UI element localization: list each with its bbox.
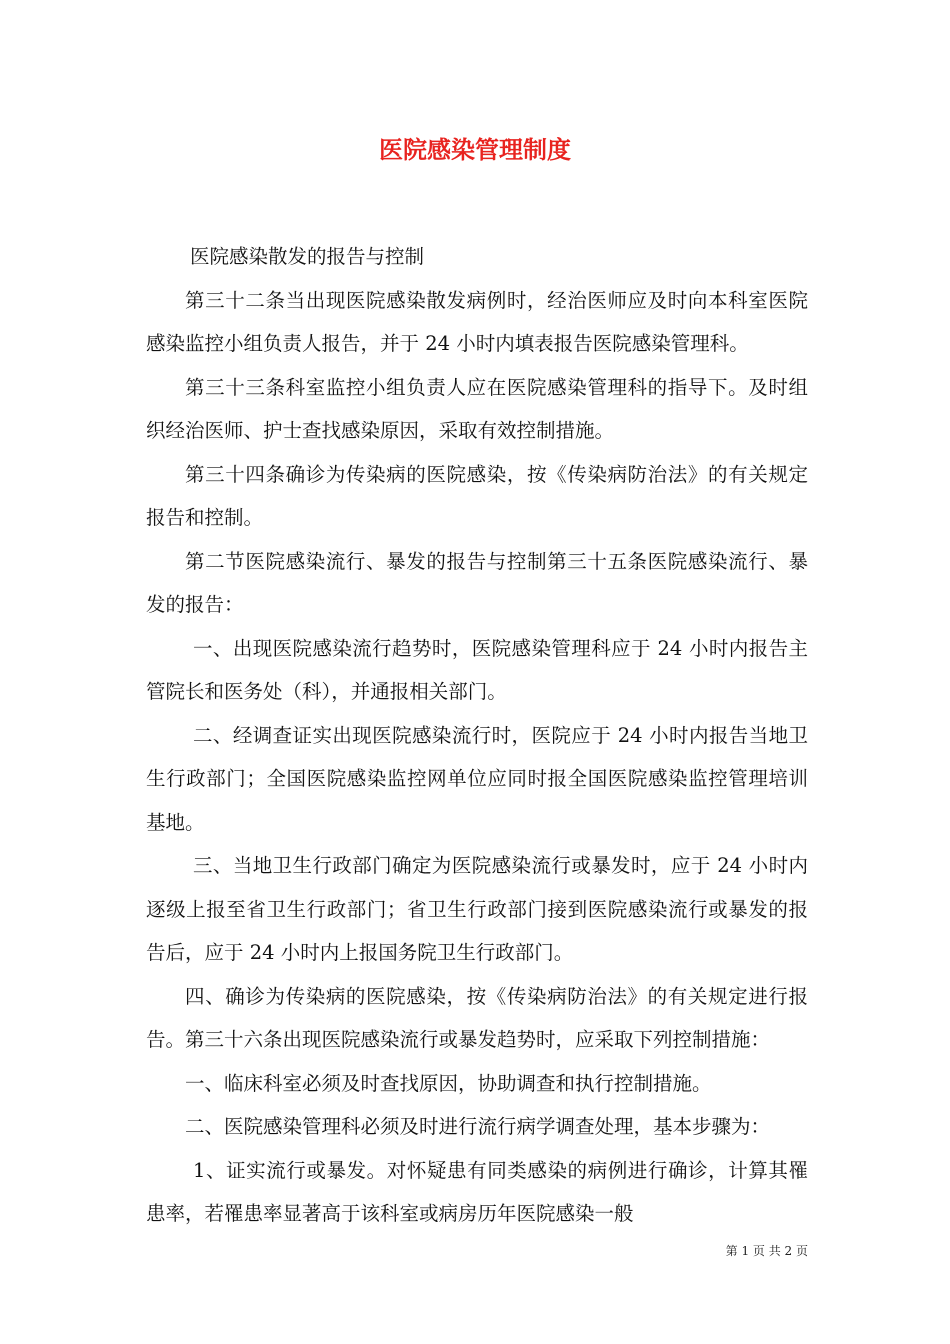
paragraph-article-32: 第三十二条当出现医院感染散发病例时，经治医师应及时向本科室医院感染监控小组负责人报告，并于 24 小时内填表报告医院感染管理科。	[146, 288, 808, 355]
paragraph-step-1: 1、证实流行或暴发。对怀疑患有同类感染的病例进行确诊，计算其罹患率，若罹患率显著高于该科室或病房历年医院感染一般	[146, 1158, 808, 1225]
paragraph-item-4: 四、确诊为传染病的医院感染，按《传染病防治法》的有关规定进行报告。第三十六条出现医院感染流行或暴发趋势时，应采取下列控制措施：	[146, 984, 808, 1051]
paragraph-measure-2: 二、医院感染管理科必须及时进行流行病学调查处理，基本步骤为：	[185, 1115, 771, 1138]
document-title: 医院感染管理制度	[379, 135, 571, 164]
document-body	[146, 235, 808, 1236]
paragraph-section-2: 第二节医院感染流行、暴发的报告与控制第三十五条医院感染流行、暴发的报告：	[146, 549, 808, 616]
paragraph-item-3: 三、当地卫生行政部门确定为医院感染流行或暴发时，应于 24 小时内逐级上报至省卫生行政部门；省卫生行政部门接到医院感染流行或暴发的报告后，应于 24 小时内上报国务院卫生行政部门。	[146, 854, 808, 964]
page-number-footer: 第 1 页 共 2 页	[725, 1244, 808, 1258]
paragraph-article-34: 第三十四条确诊为传染病的医院感染，按《传染病防治法》的有关规定报告和控制。	[146, 462, 808, 529]
paragraph-item-1: 一、出现医院感染流行趋势时，医院感染管理科应于 24 小时内报告主管院长和医务处（科），并通报相关部门。	[146, 636, 808, 703]
section-heading: 医院感染散发的报告与控制	[190, 245, 425, 268]
paragraph-article-33: 第三十三条科室监控小组负责人应在医院感染管理科的指导下。及时组织经治医师、护士查找感染原因，采取有效控制措施。	[146, 375, 808, 442]
paragraph-item-2: 二、经调查证实出现医院感染流行时，医院应于 24 小时内报告当地卫生行政部门；全国医院感染监控网单位应同时报全国医院感染监控管理培训基地。	[146, 723, 808, 834]
paragraph-measure-1: 一、临床科室必须及时查找原因，协助调查和执行控制措施。	[185, 1071, 712, 1095]
